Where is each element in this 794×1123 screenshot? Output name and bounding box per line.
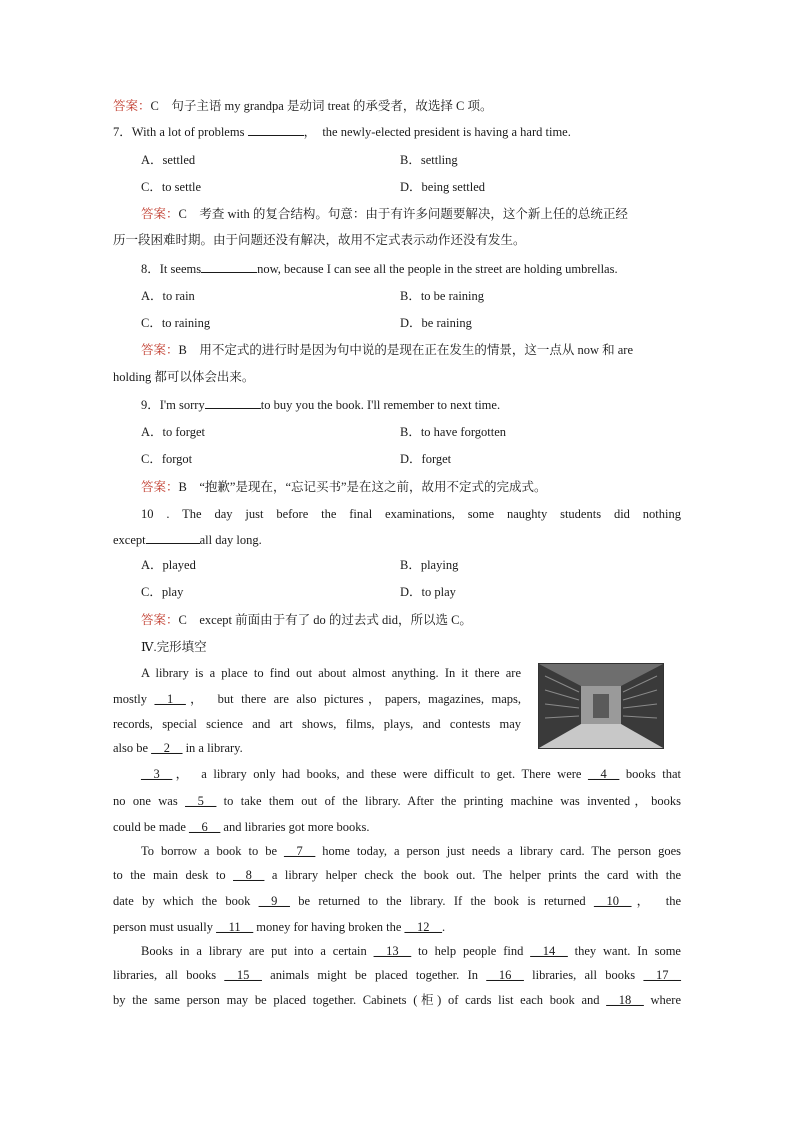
q7-answer-line (141, 204, 681, 224)
cloze-blank: __17__ (643, 968, 681, 982)
cloze-text: and libraries got more books. (220, 820, 370, 834)
cloze-text: to the main desk to (113, 868, 234, 882)
stem-text: now, because I can see all the people in the street are holding umbrellas. (257, 262, 618, 276)
cloze-blank: __5__ (185, 794, 217, 808)
cloze-blank: __7__ (283, 844, 316, 858)
cloze-text: home today, a person just needs a library card. The person goes (315, 844, 682, 858)
option-a: A．to rain (141, 289, 195, 303)
cloze-p1-line3: records, special science and art shows, films, plays, and contests may (113, 717, 521, 731)
answer-letter: B (178, 480, 187, 494)
cloze-text: to help people find (411, 944, 531, 958)
answer-explanation: 考查 with 的复合结构。句意：由于有许多问题要解决，这个新上任的总统正经 (186, 207, 628, 221)
cloze-text: date by which the book (113, 894, 259, 908)
answer-blank (201, 260, 257, 273)
cloze-text: where (643, 993, 681, 1007)
cloze-text: ， the (631, 894, 681, 908)
library-photo-image (539, 664, 663, 748)
cloze-text: ， but there are also pictures，papers, magazines, maps, (185, 692, 521, 706)
q10-stem-line1: 10 . The day just before the final examinations, some naughty students did nothing (141, 507, 681, 521)
stem-text: It seems (159, 262, 202, 276)
stem-text: except (113, 533, 146, 547)
cloze-text: . (442, 920, 446, 934)
cloze-text: libraries, all books (113, 968, 225, 982)
cloze-blank: __13__ (373, 944, 412, 958)
q10-stem-line2 (113, 530, 681, 550)
cloze-text: they want. In some (567, 944, 681, 958)
cloze-text: to take them out of the library. After the printing machine was invented，books (216, 794, 681, 808)
stem-text: all day long. (199, 533, 262, 547)
cloze-p1-line1: A library is a place to find out about almost anything. In it there are (141, 666, 521, 680)
answer-letter: C (150, 99, 159, 113)
answer-label: 答案： (141, 343, 179, 357)
answer-explanation: 句子主语 my grandpa 是动词 treat 的承受者，故选择 C 项。 (158, 99, 493, 113)
cloze-p2-line2 (113, 791, 681, 811)
cloze-text: animals might be placed together. In (261, 968, 487, 982)
cloze-text: a library helper check the book out. The helper prints the card with the (264, 868, 681, 882)
cloze-text: ， a library only had books, and these were difficult to get. There were (172, 767, 589, 781)
cloze-text: libraries, all books (523, 968, 644, 982)
stem-text: I'm sorry (159, 398, 205, 412)
q7-stem (113, 122, 681, 142)
question-number: 9． (141, 398, 160, 412)
option-c: C．play (141, 585, 184, 599)
option-b: B．playing (400, 558, 459, 572)
cloze-text: books that (619, 767, 682, 781)
answer-blank (248, 123, 304, 136)
cloze-blank: __6__ (189, 820, 221, 834)
option-a: A．settled (141, 153, 196, 167)
option-b: B．to have forgotten (400, 425, 506, 439)
cloze-p4-line1 (141, 941, 681, 961)
cloze-text: be returned to the library. If the book is returned (289, 894, 594, 908)
option-d: D．be raining (400, 316, 472, 330)
option-a: A．to forget (141, 425, 205, 439)
q8-answer-line (141, 340, 681, 360)
q9-answer-line (141, 477, 681, 497)
cloze-text: To borrow a book to be (141, 844, 284, 858)
answer-letter: C (178, 613, 187, 627)
option-b: B．to be raining (400, 289, 485, 303)
cloze-text: person must usually (113, 920, 217, 934)
stem-text: With a lot of problems (131, 125, 245, 139)
cloze-blank: __15__ (224, 968, 262, 982)
question-number: 8． (141, 262, 160, 276)
cloze-blank: __3__ (141, 767, 173, 781)
answer-label: 答案： (141, 613, 179, 627)
stem-text: ， the newly-elected president is having a hard time. (303, 125, 571, 139)
cloze-text: Books in a library are put into a certain (141, 944, 374, 958)
q8-answer-line2: holding 都可以体会出来。 (113, 370, 255, 384)
cloze-p4-line3 (113, 990, 681, 1010)
cloze-text: by the same person may be placed together. Cabinets (柜) of cards list each book and (113, 993, 607, 1007)
cloze-blank: __14__ (530, 944, 568, 958)
answer-explanation: 用不定式的进行时是因为句中说的是现在正在发生的情景，这一点从 now 和 are (186, 343, 634, 357)
q7-answer-line2: 历一段困难时期。由于问题还没有解决，故用不定式表示动作还没有发生。 (113, 233, 526, 247)
answer-label: 答案： (113, 99, 151, 113)
q6-answer-line (113, 96, 681, 116)
cloze-p4-line2 (113, 965, 681, 985)
cloze-p3-line2 (113, 865, 681, 885)
cloze-text: money for having broken the (253, 920, 405, 934)
cloze-text: no one was (113, 794, 186, 808)
cloze-text: mostly (113, 692, 155, 706)
cloze-p2-line1 (141, 764, 681, 784)
cloze-p1-line2 (113, 689, 521, 709)
answer-label: 答案： (141, 480, 179, 494)
option-b: B．settling (400, 153, 458, 167)
library-photo (538, 663, 664, 749)
answer-blank (205, 396, 261, 409)
cloze-blank: __16__ (486, 968, 524, 982)
answer-label: 答案： (141, 207, 179, 221)
answer-explanation: except 前面由于有了 do 的过去式 did，所以选 C。 (186, 613, 472, 627)
option-a: A．played (141, 558, 196, 572)
option-c: C．to raining (141, 316, 211, 330)
cloze-text: could be made (113, 820, 190, 834)
cloze-blank: __10__ (593, 894, 632, 908)
cloze-blank: __1__ (154, 692, 186, 706)
answer-letter: B (178, 343, 187, 357)
q10-answer-line (141, 610, 681, 630)
option-d: D．being settled (400, 180, 486, 194)
option-d: D．forget (400, 452, 452, 466)
cloze-blank: __12__ (404, 920, 443, 934)
option-c: C．to settle (141, 180, 202, 194)
cloze-text: also be (113, 741, 152, 755)
answer-letter: C (178, 207, 187, 221)
q9-stem (141, 395, 681, 415)
stem-text: to buy you the book. I'll remember to next time. (260, 398, 501, 412)
option-c: C．forgot (141, 452, 193, 466)
cloze-p3-line1 (141, 841, 681, 861)
q8-stem (141, 259, 681, 279)
option-d: D．to play (400, 585, 456, 599)
cloze-blank: __8__ (233, 868, 265, 882)
cloze-blank: __4__ (588, 767, 620, 781)
cloze-blank: __9__ (258, 894, 290, 908)
cloze-blank: __2__ (151, 741, 183, 755)
cloze-p3-line3 (113, 891, 681, 911)
cloze-blank: __18__ (606, 993, 644, 1007)
cloze-p3-line4 (113, 917, 681, 937)
question-number: 7． (113, 125, 132, 139)
cloze-p2-line3 (113, 817, 681, 837)
answer-blank (146, 531, 200, 544)
answer-explanation: “抱歉”是现在，“忘记买书”是在这之前，故用不定式的完成式。 (186, 480, 547, 494)
cloze-text: in a library. (182, 741, 243, 755)
cloze-blank: __11__ (216, 920, 254, 934)
section-title: Ⅳ.完形填空 (141, 640, 207, 654)
